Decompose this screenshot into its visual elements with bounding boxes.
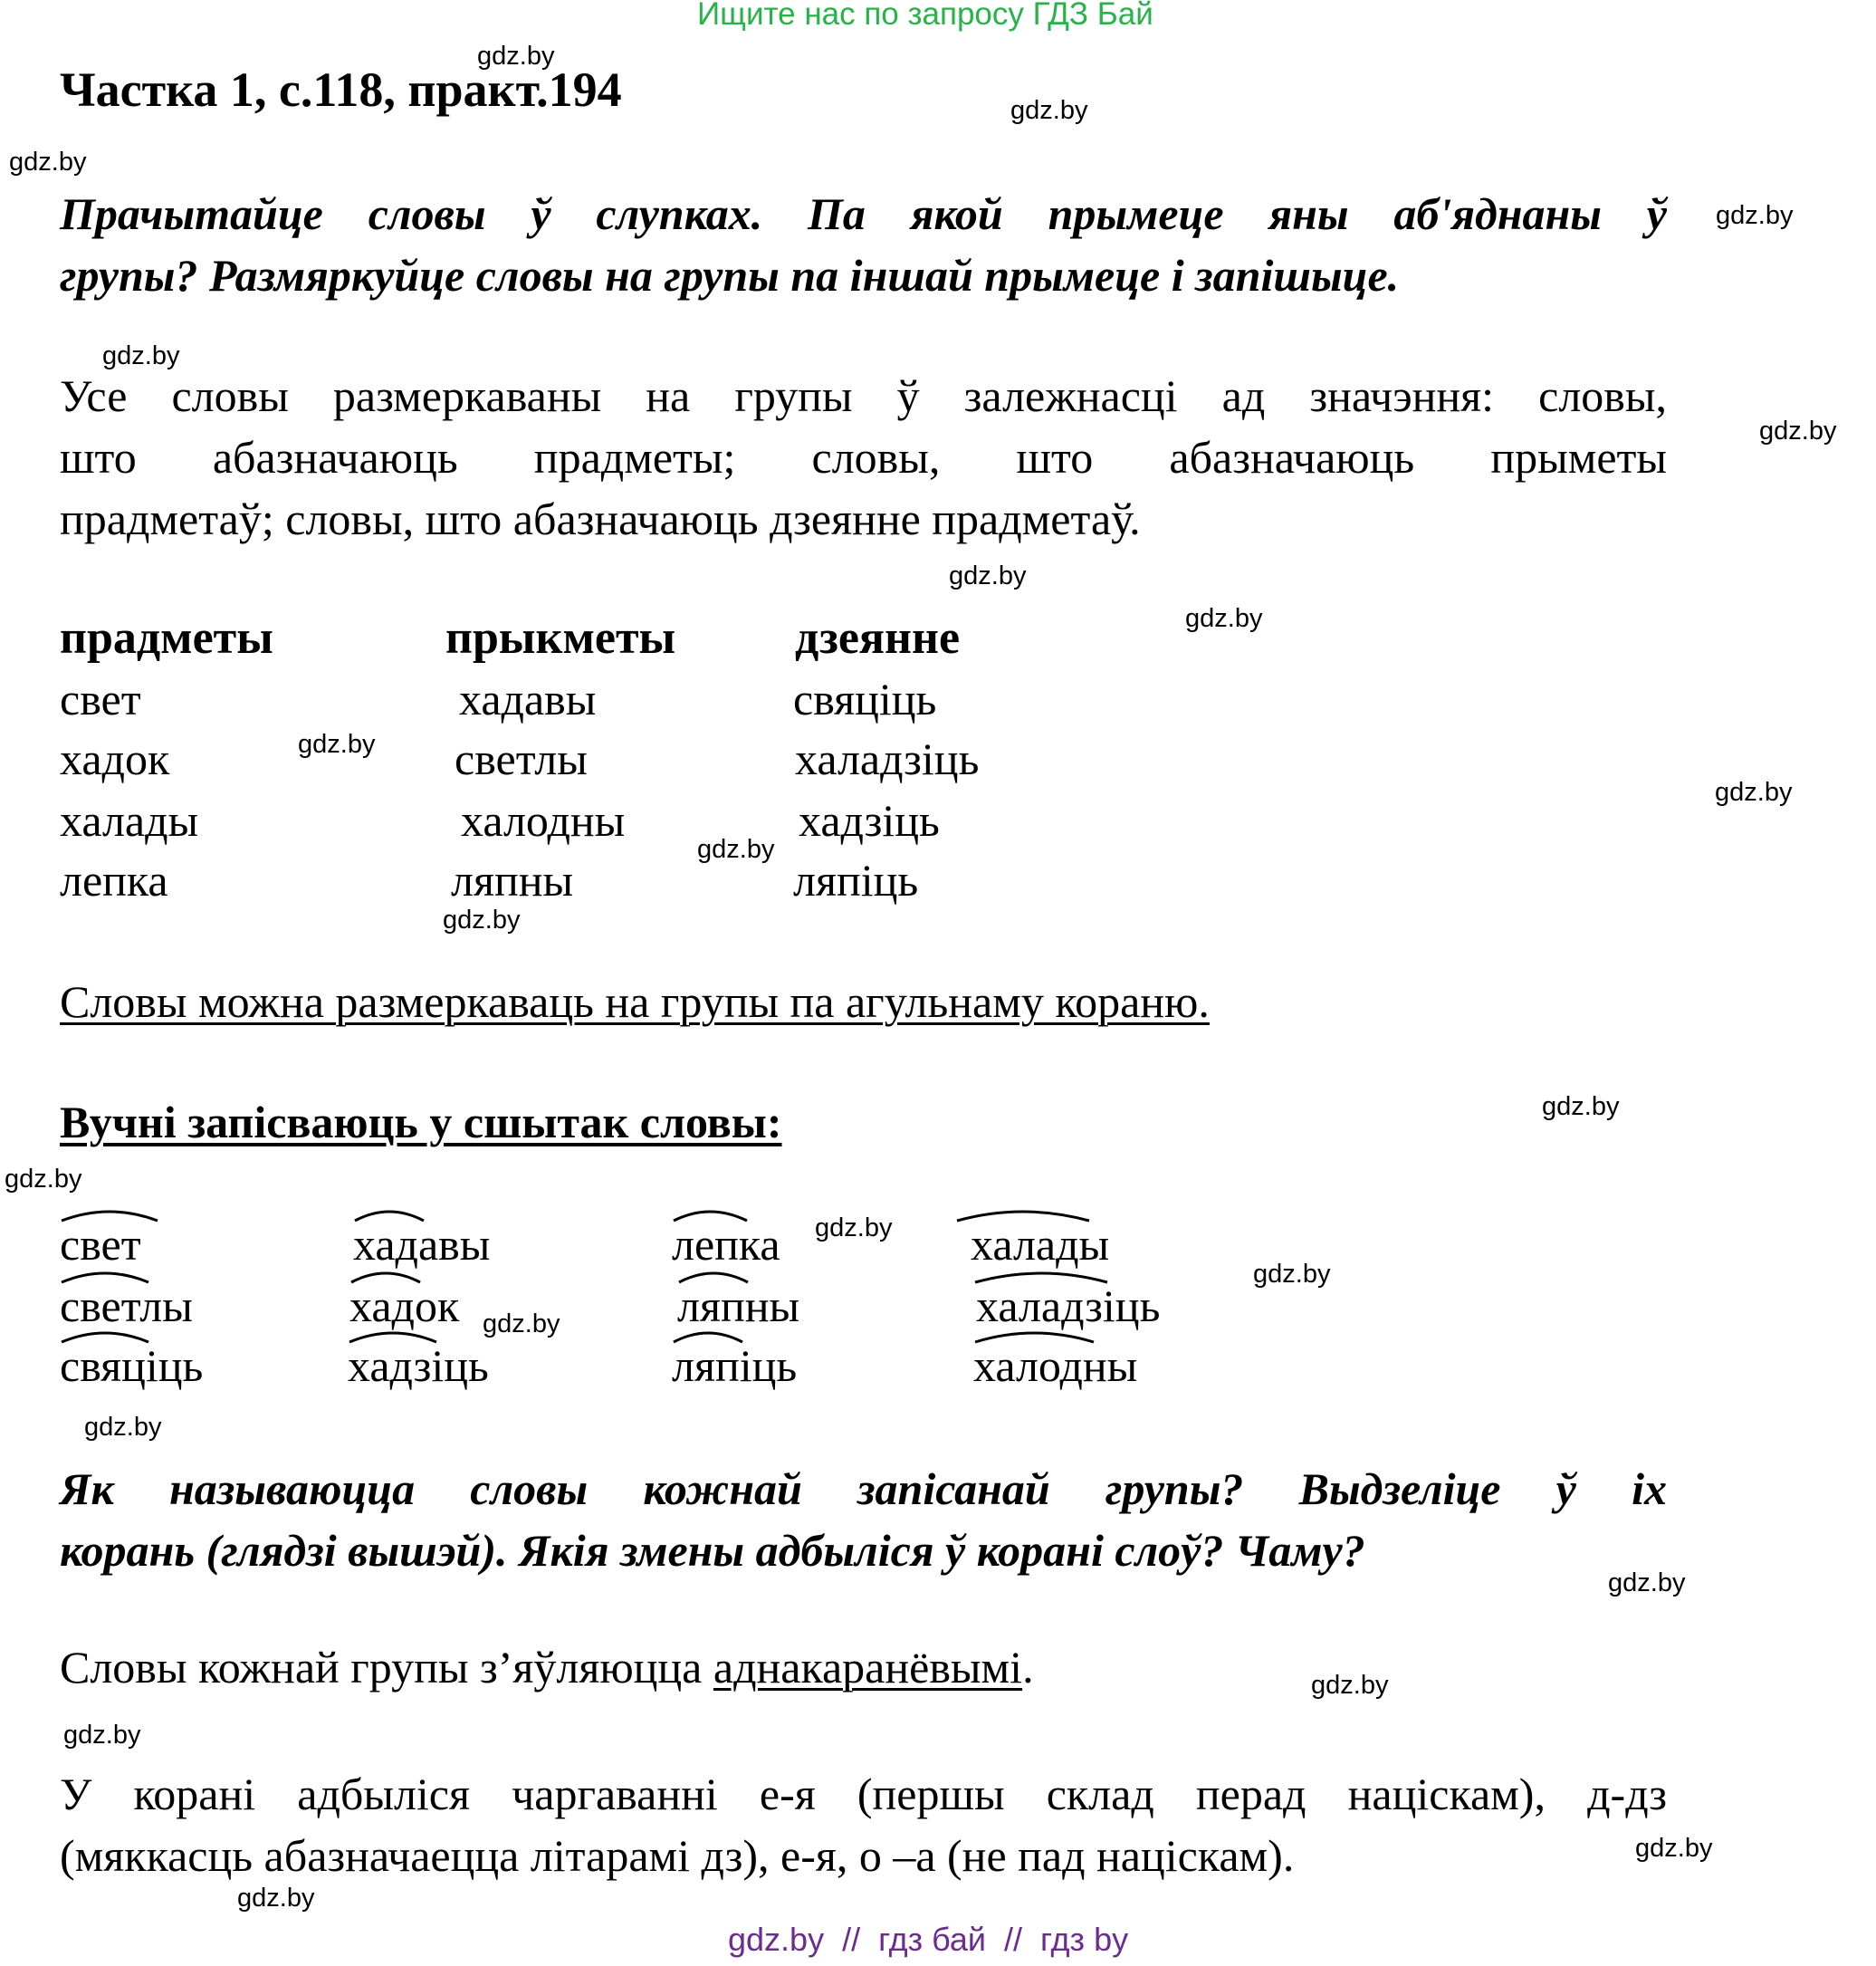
watermark: gdz.by xyxy=(298,730,376,759)
answer-1-line-1: Усе словы размеркаваны на групы ў залежнасці ад значэння: словы, xyxy=(60,370,1667,421)
task-2 xyxy=(60,1458,1667,1581)
table-cell: свяціць xyxy=(793,674,937,724)
group-word: хадзіць xyxy=(348,1340,489,1391)
watermark: gdz.by xyxy=(477,42,555,71)
watermark: gdz.by xyxy=(1759,417,1837,446)
answer-1 xyxy=(60,365,1667,550)
table-cell: ляпны xyxy=(451,855,574,906)
group-word: халодны xyxy=(973,1340,1138,1391)
table-cell: свет xyxy=(60,674,141,724)
watermark: gdz.by xyxy=(237,1884,315,1913)
watermark: gdz.by xyxy=(1253,1260,1331,1289)
group-word: ляпны xyxy=(677,1280,800,1331)
watermark: gdz.by xyxy=(1716,201,1794,230)
task-1-line-1: Прачытайце словы ў слупках. Па якой прымеце яны аб'яднаны ў xyxy=(60,188,1667,239)
watermark: gdz.by xyxy=(63,1721,141,1750)
answer-1-line-2: што абазначаюць прадметы; словы, што абазначаюць прыметы xyxy=(60,432,1667,483)
column-header-attributes: прыкметы xyxy=(445,612,676,664)
answer-2-suffix: . xyxy=(1022,1642,1034,1693)
bottom-banner[interactable]: gdz.by // гдз бай // гдз by xyxy=(728,1921,1129,1958)
group-word: лепка xyxy=(672,1219,780,1270)
answer-3-line-1: У корані адбыліся чаргаванні е-я (першы склад перад націскам), д-дз xyxy=(60,1769,1667,1819)
answer-2-prefix: Словы кожнай групы з’яўляюцца xyxy=(60,1642,713,1693)
watermark: gdz.by xyxy=(5,1165,82,1194)
table-cell: лепка xyxy=(60,855,168,906)
group-word: светлы xyxy=(60,1280,193,1331)
watermark: gdz.by xyxy=(815,1213,893,1242)
group-word: свет xyxy=(60,1219,141,1270)
column-header-objects: прадметы xyxy=(60,612,273,664)
group-word: хадавы xyxy=(353,1219,491,1270)
group-word: халадзіць xyxy=(976,1280,1161,1331)
watermark: gdz.by xyxy=(1715,778,1793,807)
answer-2 xyxy=(60,1641,1034,1693)
answer-3-line-2: (мяккасць абазначаецца літарамі дз), е-я, о –а (не пад націскам). xyxy=(60,1830,1295,1881)
group-word: халады xyxy=(971,1219,1110,1270)
table-cell: хадзіць xyxy=(799,795,940,846)
watermark: gdz.by xyxy=(1185,604,1263,633)
table-cell: хадок xyxy=(60,734,170,784)
table-cell: хадавы xyxy=(459,674,597,724)
notebook-heading: Вучні запісваюць у сшытак словы: xyxy=(60,1097,782,1147)
task-1-line-2: групы? Размяркуйце словы на групы па іншай прымеце і запішыце. xyxy=(60,250,1400,301)
watermark: gdz.by xyxy=(1635,1834,1713,1863)
task-2-line-1: Як называюцца словы кожнай запісанай групы? Выдзеліце ў іх xyxy=(60,1463,1667,1514)
watermark: gdz.by xyxy=(1311,1671,1389,1700)
watermark: gdz.by xyxy=(102,341,180,370)
watermark: gdz.by xyxy=(84,1413,162,1442)
watermark: gdz.by xyxy=(949,561,1027,590)
watermark: gdz.by xyxy=(483,1309,560,1338)
table-cell: халодны xyxy=(461,795,626,846)
watermark: gdz.by xyxy=(1010,96,1088,125)
answer-2-term: аднакаранёвымі xyxy=(713,1642,1023,1693)
watermark: gdz.by xyxy=(1542,1092,1620,1121)
answer-3 xyxy=(60,1763,1667,1886)
group-word: свяціць xyxy=(60,1340,204,1391)
watermark: gdz.by xyxy=(9,148,87,177)
task-2-line-2: корань (глядзі вышэй). Якія змены адбыліся ў корані слоў? Чаму? xyxy=(60,1525,1365,1576)
watermark: gdz.by xyxy=(443,906,521,935)
table-cell: халады xyxy=(60,795,199,846)
group-word: ляпіць xyxy=(672,1340,798,1391)
page-title: Частка 1, с.118, практ.194 xyxy=(60,62,622,117)
table-cell: светлы xyxy=(455,734,588,784)
watermark: gdz.by xyxy=(697,835,775,864)
table-cell: халадзіць xyxy=(795,734,980,784)
top-banner[interactable]: Ищите нас по запросу ГДЗ Бай xyxy=(697,0,1153,32)
table-cell: ляпіць xyxy=(793,855,919,906)
answer-1-line-3: прадметаў; словы, што абазначаюць дзеянне прадметаў. xyxy=(60,494,1141,544)
watermark: gdz.by xyxy=(1608,1568,1686,1597)
task-1 xyxy=(60,183,1667,306)
group-word: хадок xyxy=(349,1280,460,1331)
root-statement: Словы можна размеркаваць на групы па агульнаму кораню. xyxy=(60,976,1210,1027)
column-header-actions: дзеянне xyxy=(795,612,961,664)
